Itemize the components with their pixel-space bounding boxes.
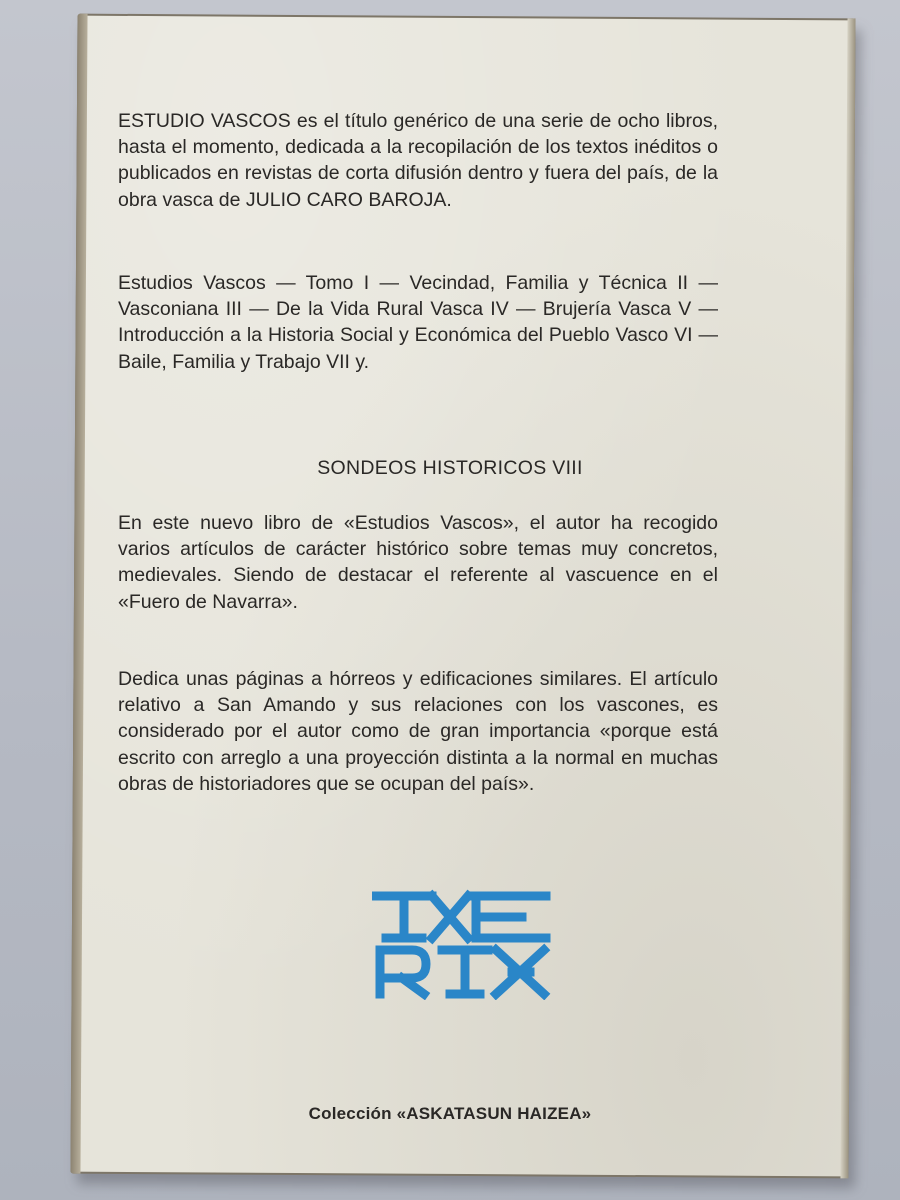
description-paragraph-2: Dedica unas páginas a hórreos y edificaciones similares. El artículo relativo a San Amando y sus relaciones con los vascones, es considerado por el autor como de gran importancia «porque está escrito con arreglo a una proyección distinta a la normal en muchas obras de historiadores que se ocupan del país». (118, 668, 718, 795)
volumes-list-paragraph: Estudios Vascos — Tomo I — Vecindad, Familia y Técnica II — Vasconiana III — De la Vida Rural Vasca IV — Brujería Vasca V — Introducción a la Historia Social y Económica del Pueblo Vasco VI — Baile, Familia y Trabajo VII y. (118, 272, 718, 373)
volume-heading: SONDEOS HISTORICOS VIII (317, 457, 583, 479)
txertoa-publisher-logo (372, 888, 552, 1000)
collection-line: Colección «ASKATASUN HAIZEA» (308, 1104, 592, 1123)
description-paragraph-1: En este nuevo libro de «Estudios Vascos», el autor ha recogido varios artículos de carácter histórico sobre temas muy concretos, medievales. Siendo de destacar el referente al vascuence en el «Fuero de Navarra». (118, 512, 718, 613)
intro-paragraph: ESTUDIO VASCOS es el título genérico de una serie de ocho libros, hasta el momento, dedicada a la recopilación de los textos inéditos o publicados en revistas de corta difusión dentro y fuera del país, de la obra vasca de JULIO CARO BAROJA. (118, 110, 718, 211)
